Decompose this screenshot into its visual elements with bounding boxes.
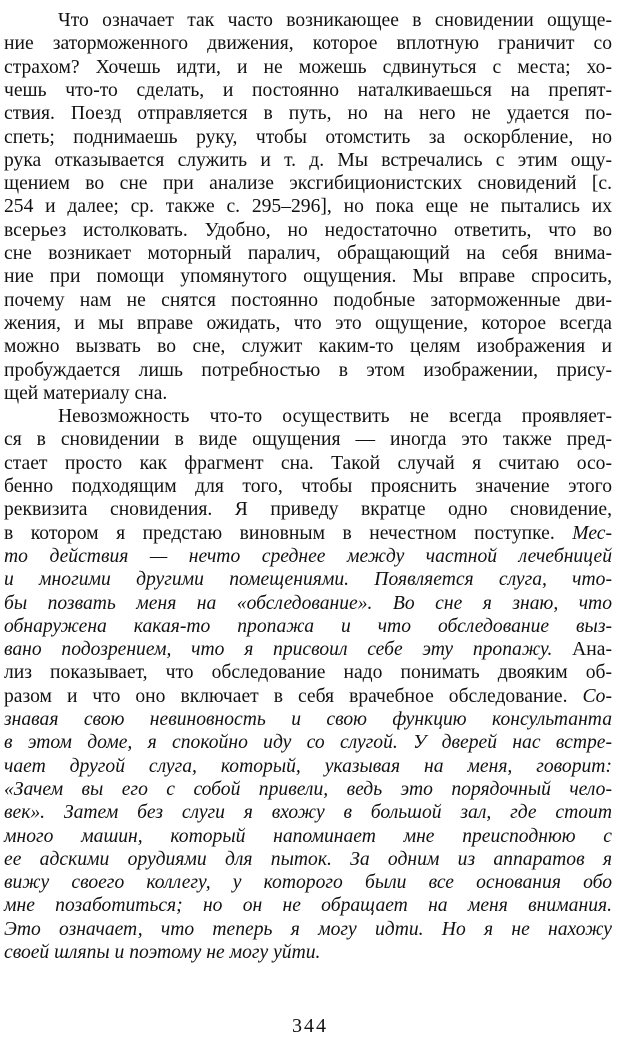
italic-text-segment: бы позвать меня на «обследование». Во сне я знаю, что bbox=[4, 592, 612, 614]
italic-text-segment: знавая свою невиновность и свою функцию консультанта bbox=[4, 709, 612, 730]
text-segment: спеть; поднимаешь руку, чтобы отомстить за оскорбление, но bbox=[4, 126, 612, 148]
text-line bbox=[4, 685, 612, 708]
text-line bbox=[4, 335, 612, 358]
text-line bbox=[4, 871, 612, 894]
italic-text-segment: своей шляпы и поэтому не могу уйти. bbox=[4, 942, 321, 963]
text-line bbox=[4, 475, 612, 498]
text-line bbox=[4, 289, 612, 312]
text-segment: жения, и мы вправе ожидать, что это ощущение, которое всегда bbox=[4, 312, 612, 334]
text-line bbox=[4, 9, 612, 32]
text-line bbox=[4, 615, 612, 638]
text-line bbox=[4, 848, 612, 871]
text-line bbox=[4, 405, 612, 428]
text-line bbox=[4, 452, 612, 475]
text-segment: рука отказывается служить и т. д. Мы встречались с этим ощу- bbox=[4, 149, 612, 171]
text-segment: чешь что-то сделать, и постоянно наталкиваешься на препят- bbox=[4, 79, 612, 101]
italic-text-segment: обнаружена какая-то пропажа и что обследование выз- bbox=[4, 615, 612, 637]
text-segment: Что означает так часто возникающее в сновидении ощуще- bbox=[58, 10, 612, 31]
text-line bbox=[4, 428, 612, 451]
italic-text-segment: вано подозрением, что я присвоил себе эту пропажу. bbox=[4, 639, 553, 661]
text-line bbox=[4, 102, 612, 125]
text-segment: реквизита сновидения. Я приведу вкратце одно сновидение, bbox=[4, 499, 612, 521]
text-line bbox=[4, 149, 612, 172]
italic-text-segment: «Зачем вы его с собой привели, ведь это порядочный чело- bbox=[4, 778, 612, 800]
italic-text-segment: вижу своего коллегу, у которого были все основания обо bbox=[4, 872, 612, 894]
text-line bbox=[4, 382, 612, 405]
text-segment: ся в сновидении в виде ощущения — иногда это также пред- bbox=[4, 429, 612, 451]
text-line bbox=[4, 265, 612, 288]
text-line bbox=[4, 126, 612, 149]
text-line bbox=[4, 242, 612, 265]
italic-text-segment: мне позаботиться; но он не обращает на меня внимания. bbox=[4, 895, 612, 917]
italic-text-segment: ее адскими орудиями для пыток. За одним из аппаратов я bbox=[4, 848, 612, 870]
text-line bbox=[4, 731, 612, 754]
text-line bbox=[4, 638, 612, 661]
text-line bbox=[4, 568, 612, 591]
italic-text-segment: чает другой слуга, который, указывая на меня, говорит: bbox=[4, 755, 612, 777]
italic-text-segment: то действия — нечто среднее между частной лечебницей bbox=[4, 545, 612, 567]
text-segment: стает просто как фрагмент сна. Такой случай я считаю осо- bbox=[4, 452, 612, 474]
text-segment: ние заторможенного движения, которое вплотную граничит со bbox=[4, 33, 612, 55]
italic-text-segment: век». Затем без слуги я вхожу в большой зал, где стоит bbox=[4, 802, 612, 824]
text-line bbox=[4, 498, 612, 521]
text-line bbox=[4, 708, 612, 731]
text-line bbox=[4, 56, 612, 79]
text-segment: в котором я предстаю виновным в нечестном поступке. bbox=[4, 522, 573, 544]
italic-text-segment: и многими другими помещениями. Появляется слуга, что- bbox=[4, 569, 612, 591]
text-segment: ние при помощи упомянутого ощущения. Мы вправе спросить, bbox=[4, 266, 612, 288]
text-segment: Ана- bbox=[552, 639, 613, 661]
text-segment: щением во сне при анализе эксгибиционистских сновидений [с. bbox=[4, 173, 612, 195]
text-line bbox=[4, 522, 612, 545]
text-segment: пробуждается лишь потребностью в этом изображении, прису- bbox=[4, 359, 612, 381]
text-segment: страхом? Хочешь идти, и не можешь сдвинуться с места; хо- bbox=[4, 56, 612, 78]
italic-text-segment: Со- bbox=[582, 685, 612, 707]
text-segment: Невозможность что-то осуществить не всегда проявляет- bbox=[58, 406, 612, 428]
text-line bbox=[4, 312, 612, 335]
text-segment: всерьез истолковать. Удобно, но недостаточно ответить, что во bbox=[4, 219, 612, 241]
italic-text-segment: Мес- bbox=[572, 522, 612, 544]
text-segment: разом и что оно включает в себя врачебное обследование. bbox=[4, 685, 583, 707]
italic-text-segment: много машин, который напоминает мне преисподнюю с bbox=[4, 825, 612, 847]
text-line bbox=[4, 918, 612, 941]
text-line bbox=[4, 778, 612, 801]
text-line bbox=[4, 825, 612, 848]
text-line bbox=[4, 219, 612, 242]
text-line bbox=[4, 755, 612, 778]
italic-text-segment: Это означает, что теперь я могу идти. Но я не нахожу bbox=[4, 918, 612, 940]
text-segment: почему нам не снятся постоянно подобные заторможенные дви- bbox=[4, 289, 612, 311]
text-segment: можно вызвать во сне, служит каким-то целям изображения и bbox=[4, 336, 612, 358]
text-line bbox=[4, 661, 612, 684]
italic-text-segment: в этом доме, я спокойно иду со слугой. У дверей нас встре- bbox=[4, 732, 612, 754]
text-line bbox=[4, 545, 612, 568]
text-line bbox=[4, 172, 612, 195]
text-line bbox=[4, 894, 612, 917]
text-segment: сне возникает моторный паралич, обращающий на себя внима- bbox=[4, 243, 612, 264]
text-line bbox=[4, 195, 612, 218]
text-segment: ствия. Поезд отправляется в путь, но на него не удается по- bbox=[4, 103, 612, 125]
text-line bbox=[4, 592, 612, 615]
text-segment: 254 и далее; ср. также с. 295–296], но пока еще не пытались их bbox=[4, 196, 612, 218]
text-line bbox=[4, 32, 612, 55]
text-line bbox=[4, 79, 612, 102]
text-segment: лиз показывает, что обследование надо понимать двояким об- bbox=[4, 662, 612, 684]
text-line bbox=[4, 941, 612, 964]
text-line bbox=[4, 801, 612, 824]
page-number: 344 bbox=[292, 1015, 328, 1037]
text-segment: щей материалу сна. bbox=[4, 382, 168, 404]
text-line bbox=[4, 359, 612, 382]
text-segment: бенно подходящим для того, чтобы прояснить значение этого bbox=[4, 476, 612, 497]
